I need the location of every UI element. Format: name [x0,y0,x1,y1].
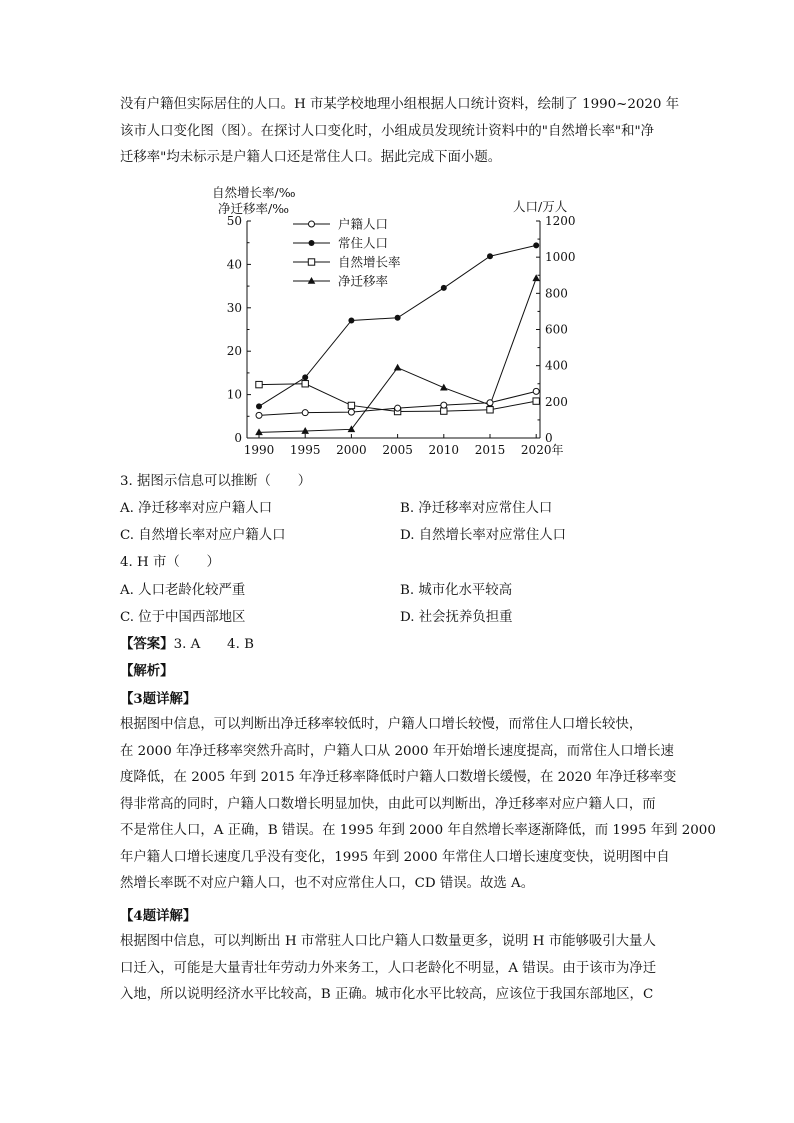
question-4-stem: 4. H 市（ ） [120,555,220,570]
left-tick-label: 40 [226,257,242,272]
question-4-option-c: C. 位于中国西部地区 [120,610,246,625]
x-tick-label: 1990 [243,443,275,457]
question-3-option-d: D. 自然增长率对应常住人口 [400,528,567,543]
data-point-open-square [256,381,262,387]
right-tick-label: 1000 [545,250,576,265]
left-axis-label-line2: 净迁移率/‰ [218,201,289,216]
x-tick-label: 2010 [428,443,460,457]
question-4-option-b: B. 城市化水平较高 [400,583,513,598]
question-4-option-a: A. 人口老龄化较严重 [120,583,246,598]
data-point-open-circle [533,388,539,394]
data-point-open-circle [487,400,493,406]
left-tick-label: 20 [226,344,242,359]
population-change-chart [200,180,576,460]
legend-marker-filled-triangle [308,277,316,284]
legend-label: 户籍人口 [338,216,389,232]
data-point-open-circle [395,405,401,411]
legend-label: 自然增长率 [338,254,401,270]
legend-marker-open-circle [309,221,315,227]
data-point-filled-circle [256,403,262,409]
detail-4-paragraph [120,929,680,1009]
x-tick-label: 2020年 [520,443,564,457]
data-point-filled-triangle [394,364,402,371]
detail-3-heading: 【3题详解】 [120,691,197,707]
right-axis-label: 人口/万人 [513,199,568,214]
detail-3-line: 度降低，在 2005 年到 2015 年净迁移率降低时户籍人口数增长缓慢，在 2020 年净迁移率变 [120,770,677,785]
detail-3-line: 得非常高的同时，户籍人口数增长明显加快，由此可以判断出，净迁移率对应户籍人口，而 [120,796,656,812]
right-tick-label: 1200 [545,214,576,228]
intro-line: 该市人口变化图（图）。在探讨人口变化时，小组成员发现统计资料中的"自然增长率"和"净 [120,123,655,139]
detail-3-paragraph [120,712,716,898]
intro-paragraph [120,92,680,172]
x-tick-label: 1995 [289,443,321,457]
data-point-filled-circle [533,242,539,248]
question-3-option-b: B. 净迁移率对应常住人口 [400,501,553,516]
detail-4-line: 入地，所以说明经济水平比较高，B 正确。城市化水平比较高，应该位于我国东部地区，C [120,987,654,1002]
plot-area [227,214,576,457]
detail-4-line: 根据图中信息，可以判断出 H 市常驻人口比户籍人口数量更多，说明 H 市能够吸引大量人 [120,934,656,949]
question-3-option-c: C. 自然增长率对应户籍人口 [120,528,286,543]
data-point-open-square [533,398,539,404]
right-tick-label: 600 [545,322,568,337]
chart-legend [293,217,401,289]
data-point-open-circle [348,409,354,415]
question-4-option-d: D. 社会抚养负担重 [400,610,513,625]
x-tick-label: 2000 [336,443,367,457]
legend-label: 常住人口 [338,235,389,251]
answer-text: 3. A 4. B [173,637,254,652]
data-point-filled-circle [348,317,354,323]
detail-3-line: 根据图中信息，可以判断出净迁移率较低时，户籍人口增长较慢，而常住人口增长较快， [120,717,643,732]
left-tick-label: 30 [226,300,242,315]
question-3-option-a: A. 净迁移率对应户籍人口 [120,501,273,516]
data-point-open-square [302,381,308,387]
intro-line: 迁移率"均未标示是户籍人口还是常住人口。据此完成下面小题。 [120,150,502,165]
x-tick-label: 2015 [474,443,506,457]
data-point-filled-circle [395,315,401,321]
detail-3-line: 不是常住人口，A 正确，B 错误。在 1995 年到 2000 年自然增长率逐渐降低，而 1995 年到 2000 [120,823,716,838]
data-point-open-square [441,408,447,414]
left-tick-label: 50 [226,214,242,228]
series-line-filled-circle [259,245,536,406]
data-point-filled-triangle [255,428,263,435]
x-tick-label: 2005 [382,443,413,457]
legend-marker-filled-circle [309,240,315,246]
analysis-label: 【解析】 [120,663,174,679]
left-tick-label: 10 [226,387,242,402]
left-axis-label-line1: 自然增长率/‰ [212,185,296,200]
left-tick-label: 0 [234,431,242,445]
right-tick-label: 200 [545,394,568,409]
intro-line: 没有户籍但实际居住的人口。H 市某学校地理小组根据人口统计资料，绘制了 1990~2020 年 [120,97,680,112]
right-tick-label: 400 [545,358,568,373]
legend-marker-open-square [308,259,314,265]
data-point-filled-circle [487,253,493,259]
data-point-open-square [487,407,493,413]
detail-3-line: 在 2000 年净迁移率突然升高时，户籍人口从 2000 年开始增长速度提高，而常住人口增长速 [120,743,674,759]
detail-3-line: 年户籍人口增长速度几乎没有变化，1995 年到 2000 年常住人口增长速度变快，说明图中自 [120,849,670,865]
detail-4-line: 口迁入，可能是大量青壮年劳动力外来务工，人口老龄化不明显，A 错误。由于该市为净迁 [120,960,657,976]
detail-4-heading: 【4题详解】 [120,908,197,924]
data-point-filled-circle [302,374,308,380]
answer-line [120,633,254,652]
data-point-open-circle [302,410,308,416]
detail-3-line: 然增长率既不对应户籍人口，也不对应常住人口，CD 错误。故选 A。 [120,876,535,891]
legend-label: 净迁移率 [338,273,389,289]
data-point-filled-triangle [440,384,448,391]
data-point-filled-circle [441,285,447,291]
data-point-open-circle [441,402,447,408]
right-tick-label: 800 [545,286,568,301]
answer-label: 【答案】 [120,636,174,652]
right-tick-label: 0 [545,431,553,445]
question-3-stem: 3. 据图示信息可以推断（ ） [120,474,312,489]
data-point-open-square [348,402,354,408]
data-point-open-circle [256,412,262,418]
